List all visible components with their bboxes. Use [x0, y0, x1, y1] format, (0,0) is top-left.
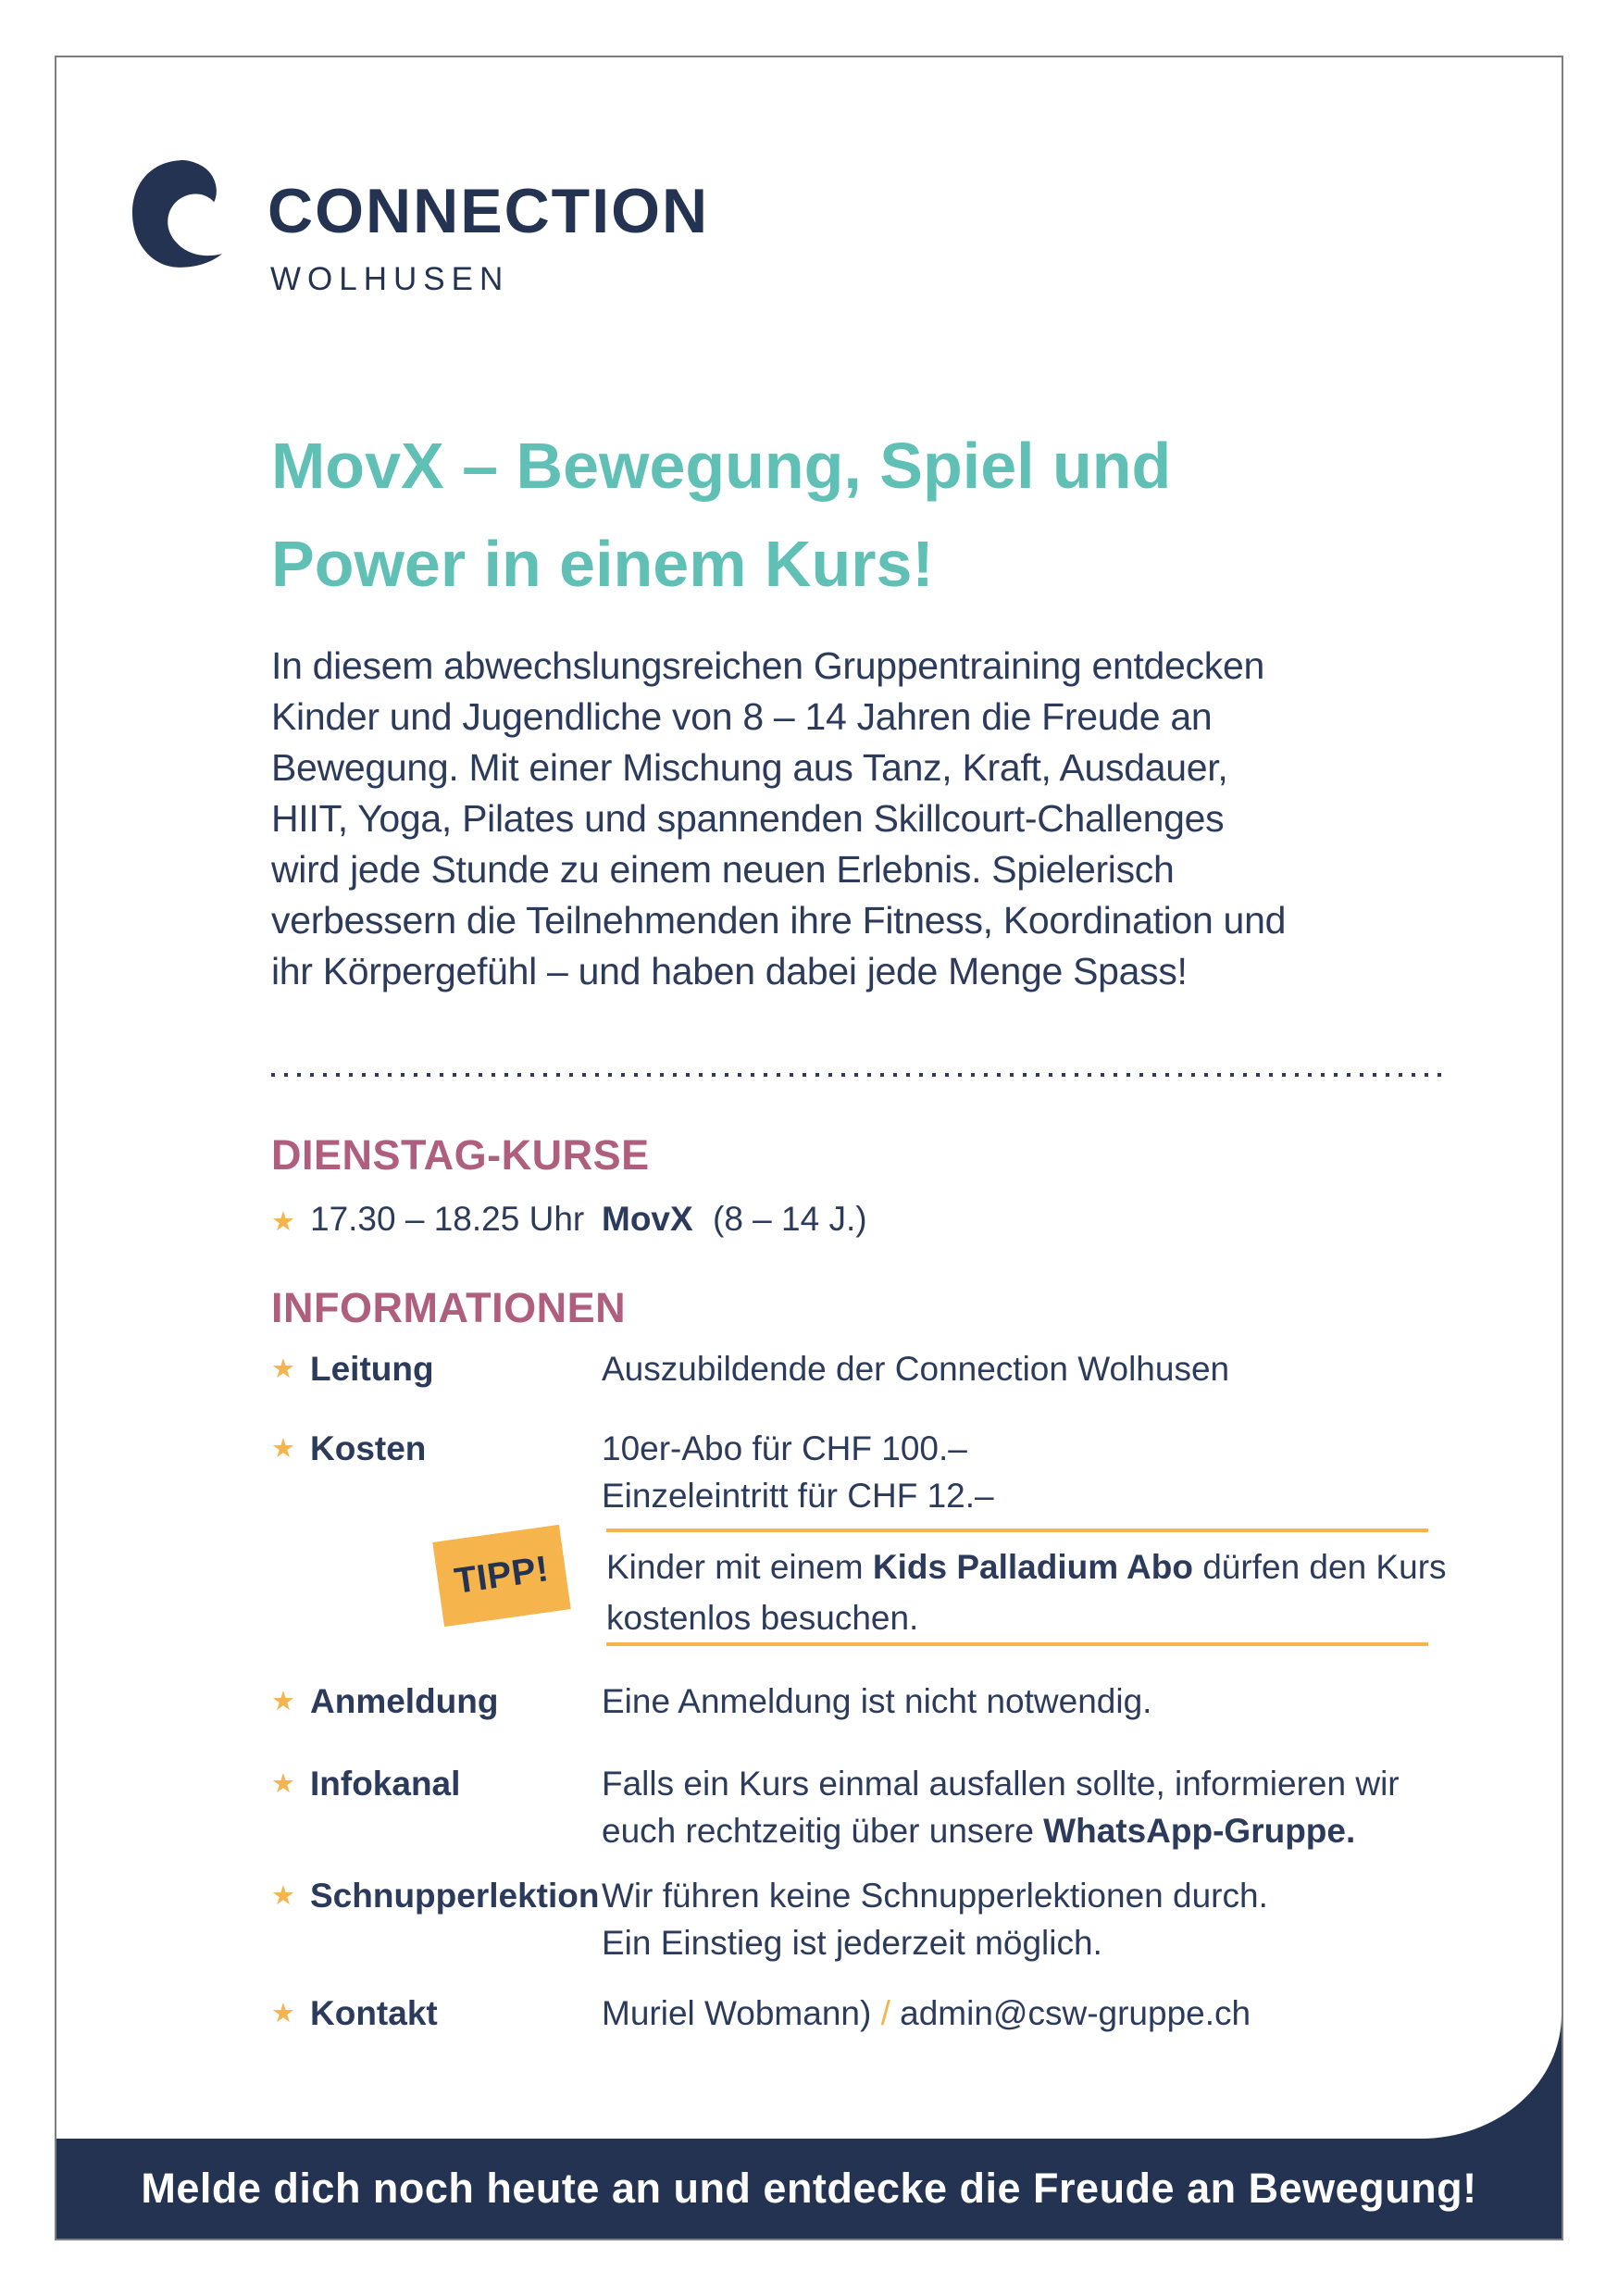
bottom-banner: [56, 2139, 1562, 2239]
info-row-label: Leitung: [310, 1350, 434, 1388]
section-heading-informationen: INFORMATIONEN: [271, 1284, 627, 1331]
tip-rule-top: [606, 1529, 1428, 1532]
intro-line: Bewegung. Mit einer Mischung aus Tanz, Kraft, Ausdauer,: [271, 746, 1228, 789]
page-title-line1: MovX – Bewegung, Spiel und: [271, 430, 1172, 502]
info-rows: [271, 1347, 1456, 2088]
brand-location: WOLHUSEN: [270, 261, 510, 297]
intro-line: In diesem abwechslungsreichen Gruppentraining entdecken: [271, 644, 1264, 687]
tip-text-line2: kostenlos besuchen.: [606, 1599, 919, 1637]
info-row-value: [602, 1762, 1400, 1856]
info-row-label: Anmeldung: [310, 1682, 499, 1720]
info-row-value-line: 10er-Abo für CHF 100.–: [602, 1429, 967, 1467]
star-icon: ★: [271, 1881, 295, 1911]
info-row-value-line: Wir führen keine Schnupperlektionen durch.: [602, 1877, 1268, 1915]
course-age: (8 – 14 J.): [713, 1200, 867, 1238]
info-row: [271, 1762, 1400, 1856]
info-row-label: Kosten: [310, 1429, 427, 1467]
course-time: 17.30 – 18.25 Uhr: [310, 1200, 585, 1238]
info-row: [271, 1874, 1268, 1968]
intro-line: HIIT, Yoga, Pilates und spannenden Skillcourt-Challenges: [271, 797, 1225, 840]
info-row: [271, 1991, 1251, 2039]
info-row: [271, 1679, 1151, 1727]
connection-logo-icon: [132, 160, 223, 269]
bottom-banner-text: Melde dich noch heute an und entdecke die Freude an Bewegung!: [141, 2165, 1477, 2212]
info-row-value-line: Falls ein Kurs einmal ausfallen sollte, informieren wir: [602, 1765, 1400, 1803]
info-row-value: [602, 1347, 1229, 1394]
corner-swoosh: [1421, 2015, 1562, 2139]
page-title: [271, 417, 1171, 613]
flyer-page: [55, 56, 1563, 2240]
info-row-label: Kontakt: [310, 1994, 438, 2032]
star-icon: ★: [271, 1207, 295, 1237]
info-row: [271, 1427, 994, 1521]
course-list: [271, 1198, 1447, 1243]
info-row-value-line: Auszubildende der Connection Wolhusen: [602, 1350, 1230, 1388]
course-row: [271, 1198, 1447, 1243]
star-icon: ★: [271, 1434, 295, 1464]
star-icon: ★: [271, 1769, 295, 1799]
info-row-value: [602, 1427, 994, 1521]
info-row-value-line: Eine Anmeldung ist nicht notwendig.: [602, 1682, 1152, 1720]
info-row-value: [602, 1991, 1251, 2039]
intro-line: wird jede Stunde zu einem neuen Erlebnis. Spielerisch: [271, 848, 1175, 891]
intro: [271, 641, 1286, 997]
info-row-value: [602, 1874, 1268, 1968]
section-heading-dienstag-kurse: DIENSTAG-KURSE: [271, 1131, 650, 1179]
info-row-value-line: euch rechtzeitig über unsere WhatsApp-Gruppe.: [602, 1812, 1356, 1850]
info-row-label: Schnupperlektion: [310, 1877, 600, 1915]
course-name: MovX: [602, 1200, 693, 1238]
tip-text-line1: Kinder mit einem Kids Palladium Abo dürfen den Kurs: [606, 1548, 1447, 1586]
star-icon: ★: [271, 1354, 295, 1384]
intro-line: ihr Körpergefühl – und haben dabei jede Menge Spass!: [271, 950, 1188, 992]
intro-line: Kinder und Jugendliche von 8 – 14 Jahren die Freude an: [271, 695, 1213, 738]
info-row: [271, 1347, 1229, 1394]
page-title-line2: Power in einem Kurs!: [271, 528, 934, 600]
info-row-label: Infokanal: [310, 1765, 461, 1803]
info-row-value-line: Muriel Wobmann) / admin@csw-gruppe.ch: [602, 1994, 1251, 2032]
tip-text: [606, 1541, 1447, 1643]
star-icon: ★: [271, 1687, 295, 1716]
info-row-value: [602, 1679, 1151, 1727]
corner-swoosh-mask: [1421, 2015, 1562, 2139]
info-row-value-line: Ein Einstieg ist jederzeit möglich.: [602, 1924, 1102, 1962]
brand-name: CONNECTION: [268, 176, 710, 246]
intro-line: verbessern die Teilnehmenden ihre Fitness, Koordination und: [271, 899, 1287, 942]
dotted-divider: [271, 1073, 1447, 1077]
tipp-badge: TIPP!: [432, 1525, 570, 1627]
info-row-value-line: Einzeleintritt für CHF 12.–: [602, 1477, 994, 1515]
star-icon: ★: [271, 1999, 295, 2028]
